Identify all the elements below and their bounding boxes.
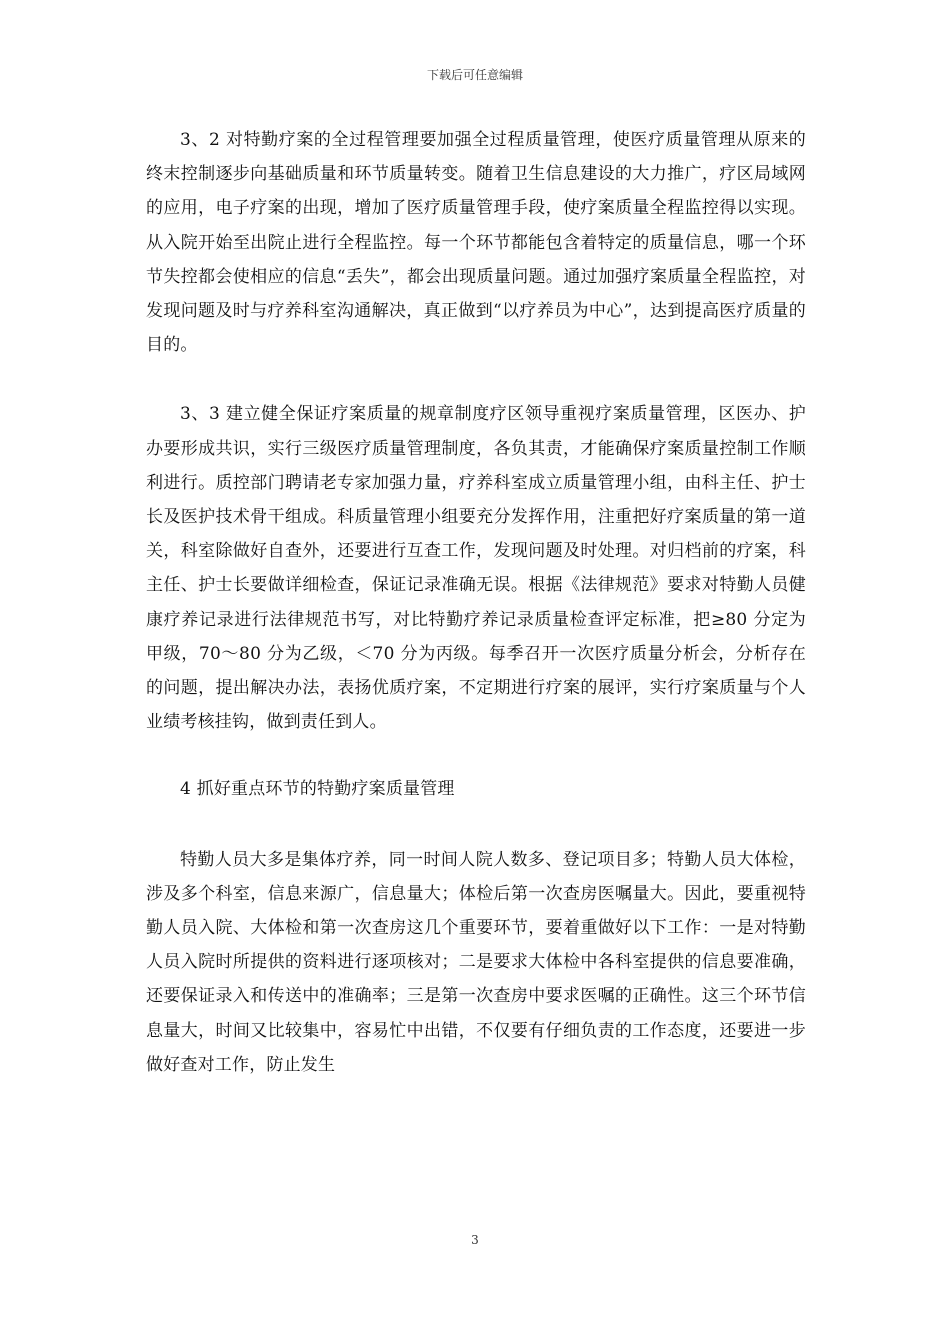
paragraph-spacer [146, 739, 806, 772]
paragraph-3-3: 3、3 建立健全保证疗案质量的规章制度疗区领导重视疗案质量管理，区医办、护办要形成共识，实行三级医疗质量管理制度，各负其责，才能确保疗案质量控制工作顺利进行。质控部门聘请老专家加强力量，疗养科室成立质量管理小组，由科主任、护士长及医护技术骨干组成。科质量管理小组要充分发挥作用，注重把好疗案质量的第一道关，科室除做好自查外，还要进行互查工作，发现问题及时处理。对归档前的疗案，科主任、护士长要做详细检查，保证记录准确无误。根据《法律规范》要求对特勤人员健康疗养记录进行法律规范书写，对比特勤疗养记录质量检查评定标准，把≥80 分定为甲级，70～80 分为乙级，＜70 分为丙级。每季召开一次医疗质量分析会，分析存在的问题，提出解决办法，表扬优质疗案，不定期进行疗案的展评，实行疗案质量与个人业绩考核挂钩，做到责任到人。 [146, 404, 806, 733]
document-body [146, 123, 806, 1082]
paragraph-spacer [146, 807, 806, 843]
section-heading-4: 4 抓好重点环节的特勤疗案质量管理 [180, 779, 455, 800]
page-header [0, 66, 950, 83]
page-number: 3 [471, 1233, 479, 1247]
page-footer [0, 1233, 950, 1247]
paragraph-spacer [146, 362, 806, 397]
header-note: 下载后可任意编辑 [426, 68, 523, 82]
paragraph-3-2: 3、2 对特勤疗案的全过程管理要加强全过程质量管理，使医疗质量管理从原来的终末控制逐步向基础质量和环节质量转变。随着卫生信息建设的大力推广，疗区局域网的应用，电子疗案的出现，增加了医疗质量管理手段，使疗案质量全程监控得以实现。从入院开始至出院止进行全程监控。每一个环节都能包含着特定的质量信息，哪一个环节失控都会使相应的信息“丢失”，都会出现质量问题。通过加强疗案质量全程监控，对发现问题及时与疗养科室沟通解决，真正做到“以疗养员为中心”，达到提高医疗质量的目的。 [146, 130, 806, 356]
paragraph-4-body: 特勤人员大多是集体疗养，同一时间人院人数多、登记项目多；特勤人员大体检，涉及多个科室，信息来源广，信息量大；体检后第一次查房医嘱量大。因此，要重视特勤人员入院、大体检和第一次查房这几个重要环节，要着重做好以下工作：一是对特勤人员入院时所提供的资料进行逐项核对；二是要求大体检中各科室提供的信息要准确，还要保证录入和传送中的准确率；三是第一次查房中要求医嘱的正确性。这三个环节信息量大，时间又比较集中，容易忙中出错，不仅要有仔细负责的工作态度，还要进一步做好查对工作，防止发生 [146, 849, 806, 1075]
